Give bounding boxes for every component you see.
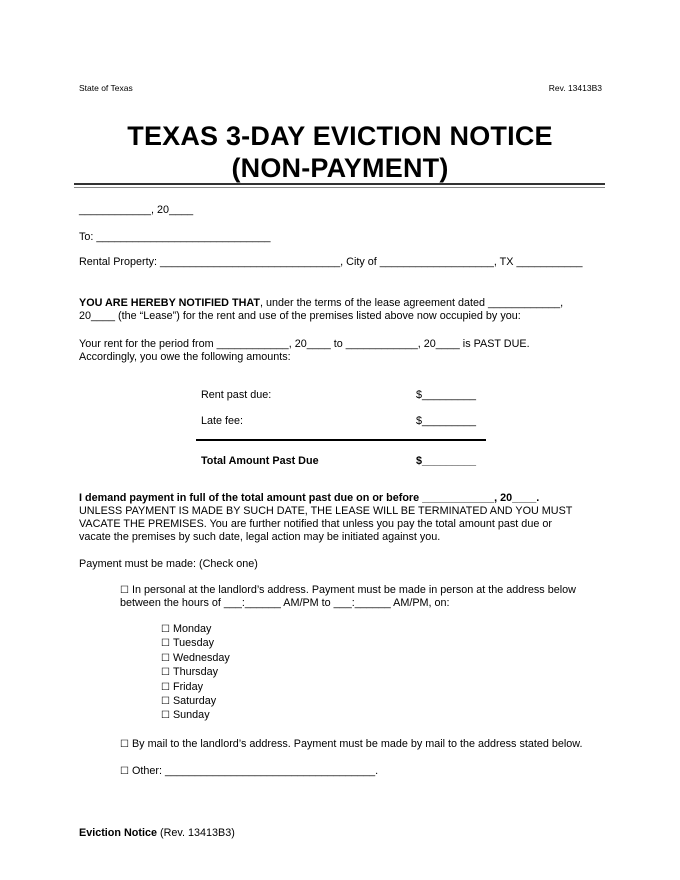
checkbox-icon[interactable]: ☐ xyxy=(161,638,170,649)
by-mail-option[interactable] xyxy=(120,738,582,751)
in-person-checkbox-icon[interactable]: ☐ xyxy=(120,585,129,596)
notice-line-2: 20____ (the “Lease”) for the rent and use of the premises listed above now occupied by you: xyxy=(79,310,521,322)
other-label: Other: ___________________________________. xyxy=(131,765,379,777)
period-line-2: Accordingly, you owe the following amounts: xyxy=(79,351,291,363)
day-label: Saturday xyxy=(172,695,217,707)
by-mail-label: By mail to the landlord’s address. Payment must be made by mail to the address stated below. xyxy=(131,738,583,750)
total-label: Total Amount Past Due xyxy=(201,455,319,467)
notice-line-1 xyxy=(79,297,563,310)
rental-property-field: Rental Property: ______________________________, City of ___________________, TX ___________ xyxy=(79,256,583,268)
rent-past-due-label: Rent past due: xyxy=(201,389,272,401)
day-label: Friday xyxy=(172,681,203,693)
day-label: Sunday xyxy=(172,709,210,721)
payment-heading: Payment must be made: (Check one) xyxy=(79,558,258,570)
demand-line-4: vacate the premises by such date, legal action may be initiated against you. xyxy=(79,531,441,543)
late-fee-label: Late fee: xyxy=(201,415,244,427)
day-label: Wednesday xyxy=(172,652,230,664)
day-label: Thursday xyxy=(172,666,218,678)
in-person-hours: between the hours of ___:______ AM/PM to ___:______ AM/PM, on: xyxy=(120,597,450,609)
demand-line-2: UNLESS PAYMENT IS MADE BY SUCH DATE, THE LEASE WILL BE TERMINATED AND YOU MUST xyxy=(79,505,573,517)
title-line-2: (NON-PAYMENT) xyxy=(231,153,449,183)
checkbox-icon[interactable]: ☐ xyxy=(161,710,170,721)
checkbox-icon[interactable]: ☐ xyxy=(161,696,170,707)
revision-label: Rev. 13413B3 xyxy=(548,83,602,93)
other-checkbox-icon[interactable]: ☐ xyxy=(120,766,129,777)
date-field: ____________, 20____ xyxy=(79,204,194,216)
total-divider xyxy=(196,439,486,441)
demand-line-3: VACATE THE PREMISES. You are further notified that unless you pay the total amount past due or xyxy=(79,518,552,530)
day-option-thursday[interactable] xyxy=(161,666,218,679)
footer-title: Eviction Notice xyxy=(79,827,157,839)
day-option-sunday[interactable] xyxy=(161,709,210,722)
day-label: Tuesday xyxy=(172,637,214,649)
late-fee-value: $_________ xyxy=(416,415,477,427)
demand-line-1: I demand payment in full of the total amount past due on or before ____________, 20____. xyxy=(79,492,540,504)
title-line-1: TEXAS 3-DAY EVICTION NOTICE xyxy=(127,121,553,151)
footer xyxy=(79,827,235,840)
state-label: State of Texas xyxy=(79,83,133,93)
in-person-label: In personal at the landlord’s address. Payment must be made in person at the address below xyxy=(131,584,576,596)
day-option-tuesday[interactable] xyxy=(161,637,214,650)
period-line-1: Your rent for the period from ____________, 20____ to ____________, 20____ is PAST DUE. xyxy=(79,338,530,350)
by-mail-checkbox-icon[interactable]: ☐ xyxy=(120,739,129,750)
in-person-option[interactable] xyxy=(120,584,576,597)
day-label: Monday xyxy=(172,623,212,635)
rent-past-due-value: $_________ xyxy=(416,389,477,401)
footer-revision: (Rev. 13413B3) xyxy=(157,827,235,839)
checkbox-icon[interactable]: ☐ xyxy=(161,682,170,693)
other-option[interactable] xyxy=(120,765,378,778)
title-divider xyxy=(74,183,605,185)
day-option-friday[interactable] xyxy=(161,681,203,694)
notice-line-1-rest: , under the terms of the lease agreement dated ____________, xyxy=(259,297,564,309)
day-option-wednesday[interactable] xyxy=(161,652,230,665)
to-field: To: _____________________________ xyxy=(79,231,271,243)
day-option-saturday[interactable] xyxy=(161,695,216,708)
notice-bold-lead: YOU ARE HEREBY NOTIFIED THAT xyxy=(79,297,260,309)
checkbox-icon[interactable]: ☐ xyxy=(161,667,170,678)
checkbox-icon[interactable]: ☐ xyxy=(161,653,170,664)
day-option-monday[interactable] xyxy=(161,623,211,636)
total-value: $_________ xyxy=(416,455,477,467)
title-divider-shadow xyxy=(74,187,605,188)
checkbox-icon[interactable]: ☐ xyxy=(161,624,170,635)
